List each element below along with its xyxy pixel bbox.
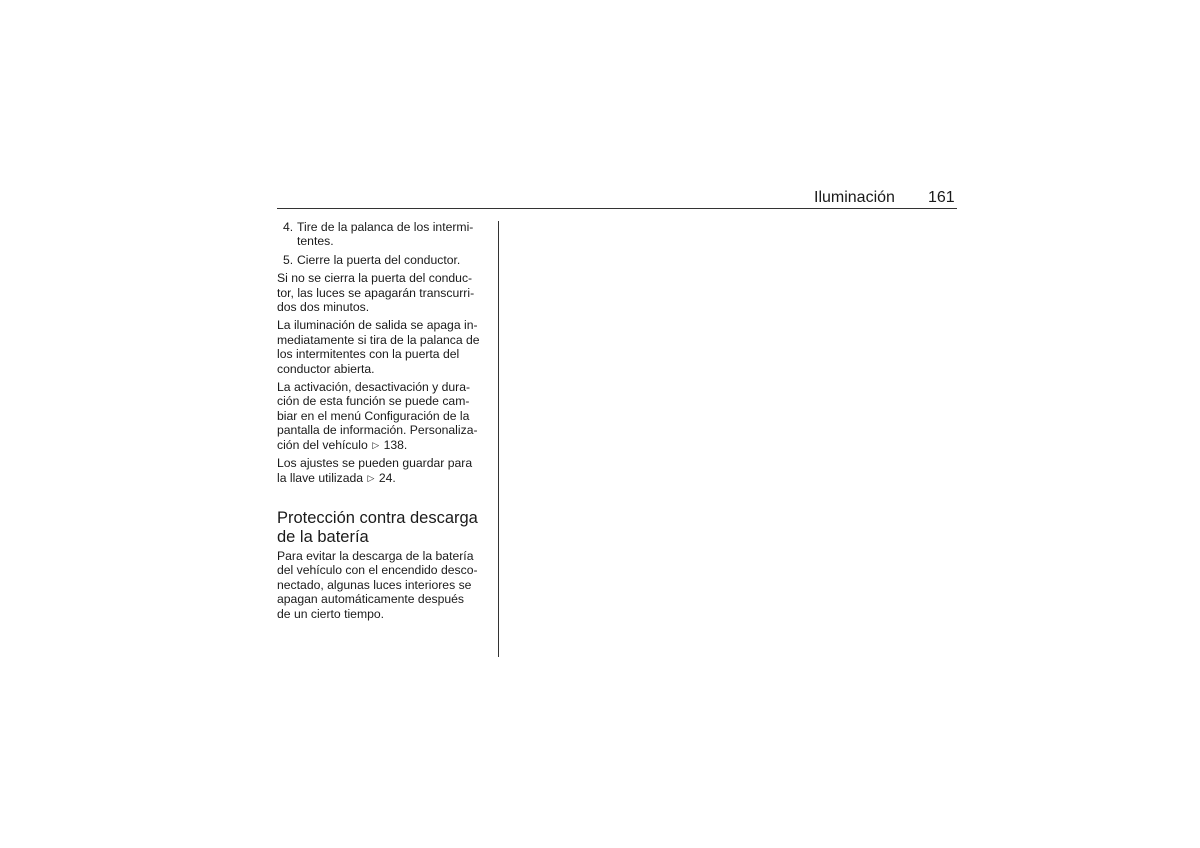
text-line: La iluminación de salida se apaga in-	[277, 318, 478, 333]
text-fragment: la llave utilizada	[277, 470, 364, 485]
paragraph-exit-lighting	[277, 318, 489, 376]
text-fragment: ción del vehículo	[277, 437, 368, 452]
text-line: La activación, desactivación y dura-	[277, 380, 471, 395]
left-column	[277, 220, 489, 621]
list-item-step-4	[277, 220, 489, 249]
text-line: Si no se cierra la puerta del conduc-	[277, 271, 473, 286]
text-line: conductor abierta.	[277, 361, 375, 376]
section-heading	[277, 509, 489, 547]
text-line: pantalla de información. Personaliza-	[277, 423, 478, 438]
page-reference-link[interactable]: 138.	[383, 437, 408, 452]
paragraph-settings	[277, 380, 489, 452]
reference-arrow-icon: ▷	[372, 439, 380, 450]
text-line: de un cierto tiempo.	[277, 606, 385, 621]
text-line: Para evitar la descarga de la batería	[277, 548, 474, 563]
text-line: biar en el menú Configuración de la	[277, 408, 470, 423]
reference-arrow-icon: ▷	[367, 472, 375, 483]
text-line: Los ajustes se pueden guardar para	[277, 456, 473, 471]
text-line: tor, las luces se apagarán transcurri-	[277, 285, 475, 300]
list-number: 5.	[283, 252, 294, 267]
list-item-text: Cierre la puerta del conductor.	[297, 252, 461, 267]
column-divider	[498, 221, 499, 657]
list-number: 4.	[283, 220, 294, 234]
text-line: los intermitentes con la puerta del	[277, 347, 460, 362]
list-item-text: tentes.	[297, 234, 334, 249]
heading-line: de la batería	[277, 527, 369, 546]
text-line: dos dos minutos.	[277, 300, 370, 315]
text-line: nectado, algunas luces interiores se	[277, 577, 472, 592]
heading-line: Protección contra descarga	[277, 508, 478, 527]
paragraph-key-settings	[277, 456, 489, 485]
paragraph-door-open	[277, 271, 489, 314]
text-line	[277, 471, 489, 485]
header-rule	[277, 208, 957, 209]
page-reference-link[interactable]: 24.	[378, 470, 396, 485]
page-number: 161	[928, 189, 955, 206]
text-line: del vehículo con el encendido desco-	[277, 563, 478, 578]
text-line: apagan automáticamente después	[277, 592, 465, 607]
running-header-section: Iluminación	[814, 189, 895, 206]
text-line: ción de esta función se puede cam-	[277, 394, 470, 409]
list-item-step-5	[277, 253, 489, 267]
text-line	[277, 438, 489, 452]
text-line: mediatamente si tira de la palanca de	[277, 332, 480, 347]
list-item-text: Tire de la palanca de los intermi-	[297, 220, 474, 234]
paragraph-battery-protection	[277, 549, 489, 621]
